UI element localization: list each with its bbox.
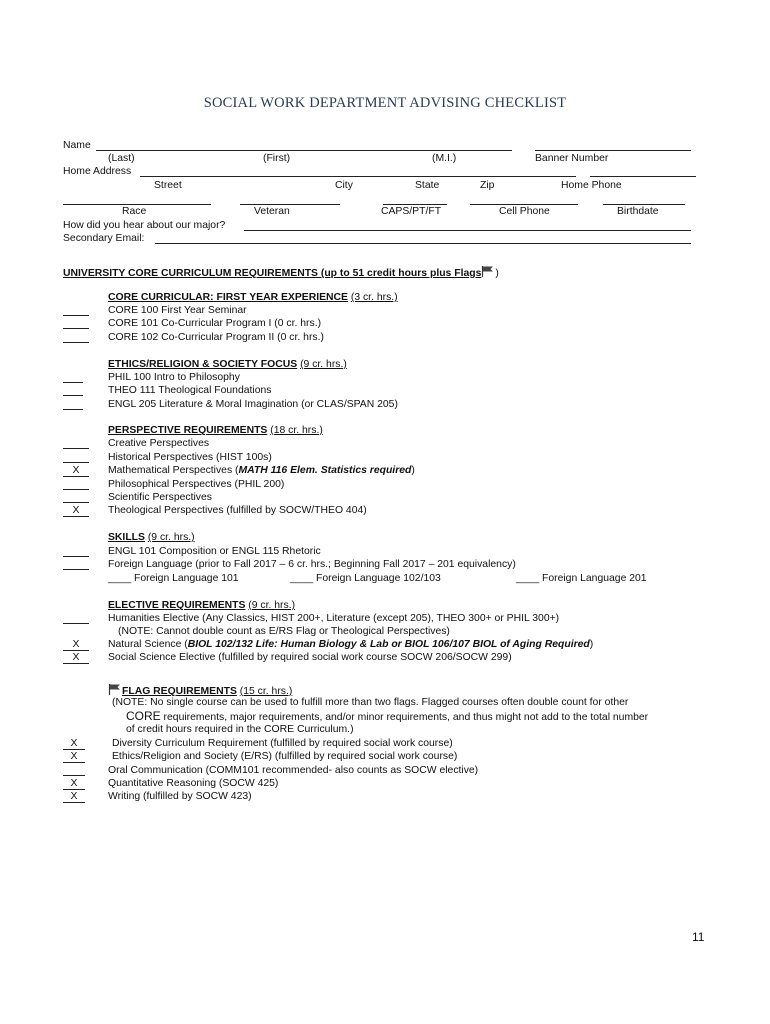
list-item: Social Science Elective (fulfilled by required social work course SOCW 206/SOCW 299) [108, 652, 512, 663]
list-item: Diversity Curriculum Requirement (fulfilled by required social work course) [112, 738, 453, 749]
list-item: Humanities Elective (Any Classics, HIST 200+, Literature (except 205), THEO 300+ or PHIL 300+) [108, 613, 560, 624]
middle-initial-caption: (M.I.) [432, 153, 457, 164]
checkbox-ethics-religion[interactable]: X [63, 751, 85, 763]
checkbox-engl-101[interactable] [63, 546, 89, 557]
list-item: Foreign Language (prior to Fall 2017 – 6 cr. hrs.; Beginning Fall 2017 – 201 equivalency) [108, 559, 516, 570]
flag-note-line-3: of credit hours required in the CORE Curriculum.) [126, 724, 354, 735]
checkbox-core-100[interactable] [63, 305, 89, 316]
list-item: Theological Perspectives (fulfilled by SOCW/THEO 404) [108, 505, 367, 516]
list-item: CORE 101 Co-Curricular Program I (0 cr. hrs.) [108, 318, 322, 329]
foreign-language-102-option[interactable]: ____ Foreign Language 102/103 [290, 573, 441, 584]
list-item: Writing (fulfilled by SOCW 423) [108, 791, 252, 802]
checkbox-foreign-language[interactable] [63, 559, 89, 570]
first-name-caption: (First) [263, 153, 291, 164]
page-title: SOCIAL WORK DEPARTMENT ADVISING CHECKLIST [203, 95, 567, 111]
list-item: Ethics/Religion and Society (E/RS) (fulfilled by required social work course) [112, 751, 458, 762]
list-item: Quantitative Reasoning (SOCW 425) [108, 778, 279, 789]
list-item: Creative Perspectives [108, 438, 210, 449]
banner-number-caption: Banner Number [535, 153, 609, 164]
checkbox-mathematical[interactable]: X [63, 465, 89, 477]
home-address-field[interactable] [140, 176, 576, 177]
caps-field[interactable] [383, 204, 447, 205]
list-item: ENGL 101 Composition or ENGL 115 Rhetoric [108, 546, 321, 557]
veteran-field[interactable] [240, 204, 340, 205]
list-item: Historical Perspectives (HIST 100s) [108, 452, 272, 463]
foreign-language-201-option[interactable]: ____ Foreign Language 201 [516, 573, 647, 584]
checkbox-humanities[interactable] [63, 613, 89, 624]
checkbox-historical[interactable] [63, 452, 89, 463]
checkbox-philosophical[interactable] [63, 479, 89, 490]
checkbox-diversity[interactable]: X [63, 738, 85, 750]
last-name-caption: (Last) [108, 153, 135, 164]
city-caption: City [335, 180, 353, 191]
list-item: CORE 102 Co-Curricular Program II (0 cr. hrs.) [108, 332, 324, 343]
checkbox-scientific[interactable] [63, 492, 89, 503]
section-elective-heading: ELECTIVE REQUIREMENTS (9 cr. hrs.) [108, 600, 296, 611]
list-item: Oral Communication (COMM101 recommended- also counts as SOCW elective) [108, 765, 479, 776]
section-perspective-heading: PERSPECTIVE REQUIREMENTS (18 cr. hrs.) [108, 425, 323, 436]
section-ethics-heading: ETHICS/RELIGION & SOCIETY FOCUS (9 cr. hrs.) [108, 359, 347, 370]
secondary-email-label: Secondary Email: [63, 233, 145, 244]
flag-note-line-1: (NOTE: No single course can be used to fulfill more than two flags. Flagged courses often double count for other [112, 697, 629, 708]
secondary-email-field[interactable] [155, 243, 691, 244]
name-field[interactable] [96, 150, 512, 151]
checkbox-engl-205[interactable] [63, 399, 83, 410]
section-first-year-heading: CORE CURRICULAR: FIRST YEAR EXPERIENCE (3 cr. hrs.) [108, 292, 398, 303]
flag-icon [481, 265, 495, 281]
checkbox-core-102[interactable] [63, 332, 89, 343]
note-text: (NOTE: Cannot double count as E/RS Flag or Theological Perspectives) [118, 626, 450, 637]
home-phone-caption: Home Phone [561, 180, 622, 191]
checkbox-natural-science[interactable]: X [63, 639, 89, 651]
list-item: Natural Science (BIOL 102/132 Life: Human Biology & Lab or BIOL 106/107 BIOL of Aging Required) [108, 639, 594, 650]
checkbox-theo-111[interactable] [63, 385, 83, 396]
home-address-label: Home Address [63, 166, 132, 177]
banner-number-field[interactable] [535, 150, 691, 151]
name-label: Name [63, 140, 91, 151]
checkbox-creative[interactable] [63, 438, 89, 449]
list-item: Philosophical Perspectives (PHIL 200) [108, 479, 285, 490]
checkbox-writing[interactable]: X [63, 791, 85, 803]
list-item: PHIL 100 Intro to Philosophy [108, 372, 240, 383]
checkbox-social-science[interactable]: X [63, 652, 89, 664]
street-caption: Street [154, 180, 182, 191]
race-field[interactable] [63, 204, 211, 205]
heard-about-label: How did you hear about our major? [63, 220, 226, 231]
veteran-caption: Veteran [254, 206, 290, 217]
heard-about-field[interactable] [244, 230, 691, 231]
zip-caption: Zip [480, 180, 495, 191]
checkbox-core-101[interactable] [63, 318, 89, 329]
checkbox-quantitative[interactable]: X [63, 778, 85, 790]
state-caption: State [415, 180, 440, 191]
foreign-language-101-option[interactable]: ____ Foreign Language 101 [108, 573, 239, 584]
caps-caption: CAPS/PT/FT [381, 206, 442, 217]
cell-phone-caption: Cell Phone [499, 206, 550, 217]
race-caption: Race [122, 206, 147, 217]
checkbox-theological[interactable]: X [63, 505, 89, 517]
flag-note-line-2: CORE requirements, major requirements, and/or minor requirements, and thus might not add to the total number [126, 709, 649, 723]
list-item: Scientific Perspectives [108, 492, 212, 503]
birthdate-caption: Birthdate [617, 206, 659, 217]
section-skills-heading: SKILLS (9 cr. hrs.) [108, 532, 195, 543]
home-phone-field[interactable] [590, 176, 696, 177]
list-item: ENGL 205 Literature & Moral Imagination (or CLAS/SPAN 205) [108, 399, 398, 410]
checkbox-phil-100[interactable] [63, 372, 83, 383]
section-flag-heading: FLAG REQUIREMENTS (15 cr. hrs.) [108, 683, 292, 699]
checkbox-oral-communication[interactable] [63, 765, 85, 776]
list-item: THEO 111 Theological Foundations [108, 385, 272, 396]
core-requirements-heading: UNIVERSITY CORE CURRICULUM REQUIREMENTS (up to 51 credit hours plus Flags ) [63, 265, 499, 281]
list-item: CORE 100 First Year Seminar [108, 305, 247, 316]
list-item: Mathematical Perspectives (MATH 116 Elem. Statistics required) [108, 465, 415, 476]
page-number: 11 [692, 930, 705, 944]
birthdate-field[interactable] [603, 204, 685, 205]
cell-phone-field[interactable] [470, 204, 578, 205]
